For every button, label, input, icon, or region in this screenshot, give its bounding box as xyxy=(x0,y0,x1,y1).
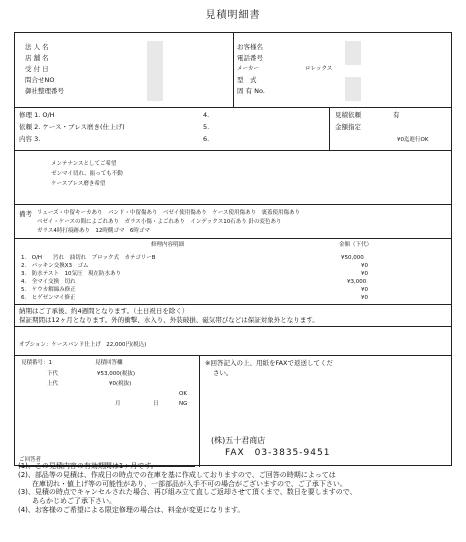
redacted-serial xyxy=(345,89,361,101)
model-label: 型 式 xyxy=(237,76,257,84)
quote-no-label: 見積番号：1 xyxy=(21,360,52,366)
estimate-request-label: 見積依頼 xyxy=(335,111,361,119)
customer-name-label: お客様名 xyxy=(237,43,263,51)
footer-line-2: (2)、部品等の見積は、作成日の時点での在庫を基に作成しておりますので、ご回答の時期によっては xyxy=(18,470,336,479)
footer-line-1: (1)、この見積内容の有効期間は1ヶ月です。 xyxy=(18,462,158,470)
received-date-label: 受 付 日 xyxy=(25,65,49,73)
detail-row-3-price: ¥0 xyxy=(361,271,368,277)
repair-item-6: 6. xyxy=(203,135,210,143)
fax-number: FAX 03-3835-9451 xyxy=(225,448,331,458)
repair-item-4: 4. xyxy=(203,111,210,119)
detail-row-6-label: 6. ヒゲゼンマイ修正 xyxy=(21,295,76,301)
price-header: 金額（下代） xyxy=(339,242,373,248)
detail-header: 修理内容明細 xyxy=(151,242,185,248)
footer-notes xyxy=(18,462,357,515)
footer-line-5: あらかじめご了承下さい。 xyxy=(18,497,116,506)
day-label: 日 xyxy=(153,401,159,407)
estimate-form xyxy=(14,32,452,466)
estimate-request-value: 有 xyxy=(393,111,400,119)
detail-row-1-price: ¥50,000 xyxy=(341,255,364,261)
customer-ref-label: 御社整理番号 xyxy=(25,87,64,95)
upper-price-label: 上代 xyxy=(47,381,59,387)
delivery-line-2: 保証期間は12ヶ月となります。外的衝撃、水入り、外装破損、磁気帯びなどは保証対象外となります。 xyxy=(19,316,319,324)
phone-label: 電話番号 xyxy=(237,54,263,62)
repair-item-5: 5. xyxy=(203,123,210,131)
fax-instruction-1: ※回答記入の上、用紙をFAXで返送してくだ xyxy=(205,359,333,367)
footer-line-3: 在庫切れ・値上げ等の可能性があり、一部部品が入手不可の場合がございますので、ご了承下さい。 xyxy=(18,479,347,488)
delivery-line-1: 納期はご了承後、約4週間となります。（土日祝日を除く） xyxy=(19,307,189,315)
amount-label: 金額指定 xyxy=(335,123,361,131)
note-line-3: ケースブレス磨き希望 xyxy=(51,181,106,187)
note-line-1: メンテナンスとしてご希望 xyxy=(51,161,117,167)
month-label: 月 xyxy=(115,401,121,407)
remarks-line-1: リューズ・中留キーカあり バンド・中留傷あり ベゼイ使用傷あり ケース使用傷あり 裏蓋使用傷あり xyxy=(37,210,301,216)
redacted-phone xyxy=(345,53,361,65)
redacted-customer-name xyxy=(345,41,361,53)
serial-label: 固 有 No. xyxy=(237,87,265,95)
redacted-model xyxy=(345,77,361,89)
lower-price-label: 下代 xyxy=(47,371,59,377)
option-line: オプション：ケースバンド仕上げ 22,000円(税込) xyxy=(19,342,147,348)
remarks-label: 備考 xyxy=(19,210,32,218)
detail-row-2-label: 2. パッキン交換X3 ゴム xyxy=(21,263,89,269)
upper-price-value: ¥0(税抜) xyxy=(109,381,132,387)
maker-label: メーカー xyxy=(237,66,259,72)
document-title: 見積明細書 xyxy=(205,10,261,21)
redacted-corp-name xyxy=(147,41,163,53)
footer-line-4: (3)、見積の時点でキャンセルされた場合、再び組み立て直しご返却させて頂くまで、数日を要しますので、 xyxy=(18,488,357,497)
company-name: (株)五十君商店 xyxy=(211,436,266,445)
ok-label: OK xyxy=(179,391,187,397)
detail-row-5-price: ¥0 xyxy=(361,287,368,293)
detail-row-4-label: 4. 全マイ交換 切れ xyxy=(21,279,76,285)
detail-row-5-label: 5. ケウカ解綿み修正 xyxy=(21,287,76,293)
lower-price-value: ¥53,000(税抜) xyxy=(97,371,136,377)
redacted-inquiry xyxy=(147,77,163,89)
maker-value: ロレックス xyxy=(305,66,333,72)
remarks-line-2: ベゼイ・ケースの間によごれあり ガラス小傷・よごれあり インデックス10石あり 針の変色あり xyxy=(37,219,282,225)
detail-row-6-price: ¥0 xyxy=(361,295,368,301)
repair-item-3: 内容 3. xyxy=(19,135,41,143)
repair-item-2: 依頼 2. ケース・ブレス磨き(仕上げ) xyxy=(19,123,125,131)
repair-item-1: 修理 1. O/H xyxy=(19,111,55,119)
inquiry-no-label: 問合せNO xyxy=(25,76,55,84)
redacted-store-name xyxy=(147,53,163,65)
ng-label: NG xyxy=(179,401,188,407)
redacted-date xyxy=(147,65,163,77)
detail-row-1-label: 1. O/H 汚れ 油切れ ブロック式 カテゴリーB xyxy=(21,255,156,261)
remarks-line-3: ガラス4時打痕跡あり 12時側ゴマ 6時ゴマ xyxy=(37,228,150,234)
footer-line-6: (4)、お客様のご希望による限定修理の場合は、料金が変更になります。 xyxy=(18,505,245,514)
amount-value: ¥0迄進行OK xyxy=(397,137,429,143)
corp-name-label: 法 人 名 xyxy=(25,43,49,51)
fax-instruction-2: さい。 xyxy=(213,369,233,377)
respondent-label: ご回答者 xyxy=(19,457,42,463)
note-line-2: ゼンマイ切れ、振っても不動 xyxy=(51,171,123,177)
reply-field-label: 見積回答欄 xyxy=(95,360,123,366)
detail-row-3-label: 3. 防水テスト 10気圧 現在防水あり xyxy=(21,271,122,277)
detail-row-2-price: ¥0 xyxy=(361,263,368,269)
store-name-label: 店 舗 名 xyxy=(25,54,49,62)
detail-row-4-price: ¥3,000 xyxy=(347,279,367,285)
redacted-customer-ref xyxy=(147,89,163,101)
